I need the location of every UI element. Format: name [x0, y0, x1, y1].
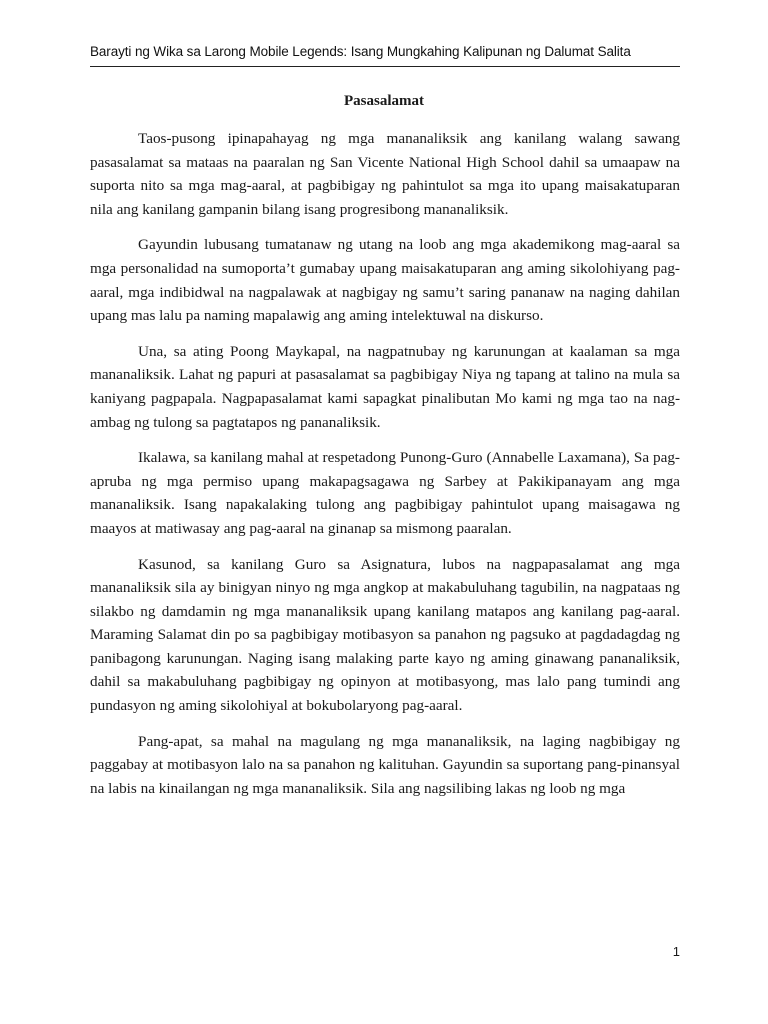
- page-number: 1: [672, 944, 680, 959]
- paragraph-4: Ikalawa, sa kanilang mahal at respetadong Punong-Guro (Annabelle Laxamana), Sa pag-apruba ng mga permiso upang makapagsagawa ng Sarbey at Pakikipanayam ang mga mananaliksik. Isang napakalaking tulong ang pagbibigay pahintulot upang maisagawa ng maayos at matiwasay ang pag-aaral na ginanap sa mismong paaralan.: [90, 449, 680, 537]
- paragraph-5: Kasunod, sa kanilang Guro sa Asignatura, lubos na nagpapasalamat ang mga mananaliksik sila ay binigyan ninyo ng mga angkop at makabuluhang tagubilin, na nagpataas ng silakbo ng damdamin ng mga mananaliksik upang kanilang matapos ang kanilang pag-aaral. Maraming Salamat din po sa pagbibigay motibasyon sa panahon ng pagsuko at pagdadagdag ng panibagong karunungan. Naging isang malaking parte kayo ng aming ginawang pananaliksik, dahil sa makabuluhang pagbibigay ng opinyon at motibasyong, mas lalo pang tumindi ang pundasyon ng aming sikolohiyal at bokubolaryong pag-aaral.: [90, 555, 680, 715]
- page-title: Pasasalamat: [344, 93, 424, 109]
- paragraph-1: Taos-pusong ipinapahayag ng mga mananaliksik ang kanilang walang sawang pasasalamat sa mataas na paaralan ng San Vicente National High School dahil sa umaapaw na suporta nito sa mga mag-aaral, at pagbibigay ng pahintulot sa mga ito upang maisakatuparan nila ang kanilang gampanin bilang isang progresibong mananaliksik.: [90, 130, 680, 218]
- running-header: Barayti ng Wika sa Larong Mobile Legends: Isang Mungkahing Kalipunan ng Dalumat Salita: [90, 44, 631, 59]
- header-divider: [90, 66, 680, 67]
- paragraph-3: Una, sa ating Poong Maykapal, na nagpatnubay ng karunungan at kaalaman sa mga mananaliksik. Lahat ng papuri at pasasalamat sa pagbibigay Niya ng tapang at talino na mula sa kaniyang pagpapala. Nagpapasalamat kami sapagkat pinalibutan Mo kami ng mga tao na nag-ambag ng tulong sa pagtatapos ng pananaliksik.: [90, 342, 680, 431]
- paragraph-6: Pang-apat, sa mahal na magulang ng mga mananaliksik, na laging nagbibigay ng paggabay at motibasyon lalo na sa panahon ng kalituhan. Gayundin sa suportang pang-pinansyal na labis na kinailangan ng mga mananaliksik. Sila ang nagsilibing lakas ng loob ng mga: [90, 732, 680, 797]
- body-text: [90, 127, 680, 812]
- paragraph-2: Gayundin lubusang tumatanaw ng utang na loob ang mga akademikong mag-aaral sa mga personalidad na sumoporta’t gumabay upang maisakatuparan ang aming sikolohiyang pag-aaral, mga indibidwal na nagpalawak at nagbigay ng samu’t saring pananaw na naging dahilan upang mas lalu pa naming mapalawig ang aming intelektuwal na diskurso.: [90, 236, 680, 325]
